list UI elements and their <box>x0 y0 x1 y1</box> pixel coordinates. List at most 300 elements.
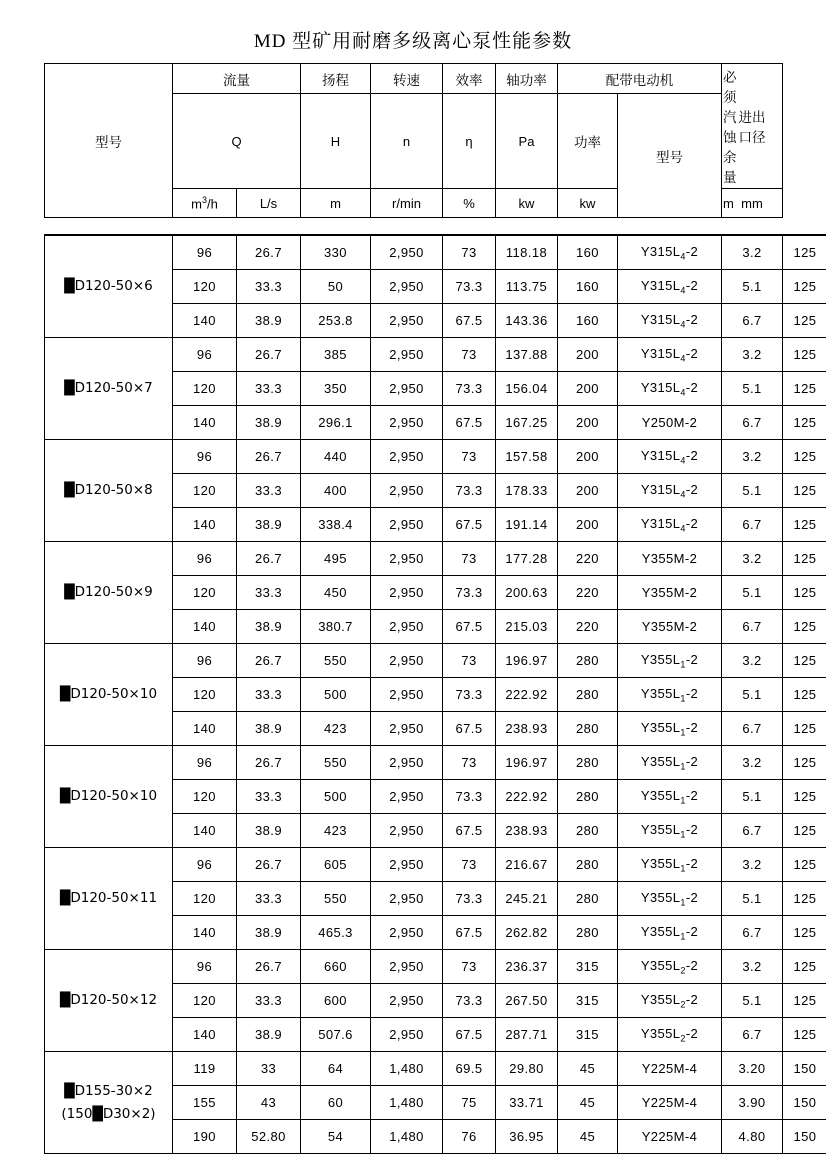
header-head-unit: m <box>301 189 371 218</box>
header-model: 型号 <box>45 64 173 218</box>
header-eff-sym: η <box>443 94 496 189</box>
header-motor-cn: 配带电动机 <box>558 64 722 94</box>
cell-motor-model: $Y355L_1-2$ <box>618 746 722 780</box>
cell-efficiency: 73.3 <box>443 576 496 610</box>
cell-flow-ls: 33.3 <box>237 882 301 916</box>
cell-pump-model: █D120-50×10 <box>45 644 173 746</box>
cell-motor-model: $Y315L_4-2$ <box>618 474 722 508</box>
cell-motor-power: 280 <box>558 916 618 950</box>
cell-speed: 1,480 <box>371 1086 443 1120</box>
cell-flow-ls: 33.3 <box>237 474 301 508</box>
table-row <box>45 542 826 576</box>
cell-efficiency: 73.3 <box>443 372 496 406</box>
cell-speed: 2,950 <box>371 984 443 1018</box>
cell-flow-ls: 38.9 <box>237 712 301 746</box>
cell-speed: 2,950 <box>371 542 443 576</box>
cell-efficiency: 73.3 <box>443 474 496 508</box>
cell-flow-m3h: 120 <box>173 984 237 1018</box>
cell-npsh: 5.1 <box>722 372 783 406</box>
table-row <box>45 235 826 270</box>
cell-diameter: 125 <box>783 372 826 406</box>
cell-diameter: 150 <box>783 1086 826 1120</box>
cell-flow-ls: 26.7 <box>237 440 301 474</box>
cell-diameter: 125 <box>783 576 826 610</box>
cell-head: 500 <box>301 678 371 712</box>
cell-head: 253.8 <box>301 304 371 338</box>
table-row <box>45 1052 826 1086</box>
cell-head: 338.4 <box>301 508 371 542</box>
cell-motor-model: $Y355L_1-2$ <box>618 916 722 950</box>
cell-shaft-power: 238.93 <box>496 712 558 746</box>
cell-flow-ls: 33.3 <box>237 780 301 814</box>
cell-flow-ls: 26.7 <box>237 950 301 984</box>
header-head-sym: H <box>301 94 371 189</box>
cell-pump-model: █D120-50×11 <box>45 848 173 950</box>
cell-pump-model: █D120-50×10 <box>45 746 173 848</box>
cell-head: 350 <box>301 372 371 406</box>
cell-motor-power: 280 <box>558 746 618 780</box>
cell-motor-model: $Y355L_2-2$ <box>618 950 722 984</box>
cell-motor-power: 45 <box>558 1086 618 1120</box>
cell-speed: 2,950 <box>371 610 443 644</box>
cell-motor-model: $Y355L_1-2$ <box>618 814 722 848</box>
cell-flow-ls: 26.7 <box>237 542 301 576</box>
cell-efficiency: 73 <box>443 440 496 474</box>
cell-shaft-power: 267.50 <box>496 984 558 1018</box>
header-eff-cn: 效率 <box>443 64 496 94</box>
cell-npsh: 5.1 <box>722 678 783 712</box>
cell-flow-m3h: 96 <box>173 950 237 984</box>
cell-shaft-power: 36.95 <box>496 1120 558 1154</box>
cell-motor-model: $Y355L_1-2$ <box>618 712 722 746</box>
cell-diameter: 125 <box>783 916 826 950</box>
header-npsh-line2: 蚀余量 <box>723 130 737 185</box>
cell-efficiency: 73.3 <box>443 270 496 304</box>
cell-motor-power: 160 <box>558 270 618 304</box>
cell-pump-model: █D120-50×7 <box>45 338 173 440</box>
cell-pump-model: █D120-50×9 <box>45 542 173 644</box>
cell-head: 440 <box>301 440 371 474</box>
cell-shaft-power: 216.67 <box>496 848 558 882</box>
cell-motor-power: 315 <box>558 984 618 1018</box>
cell-efficiency: 67.5 <box>443 1018 496 1052</box>
cell-efficiency: 67.5 <box>443 916 496 950</box>
cell-flow-m3h: 120 <box>173 780 237 814</box>
cell-motor-model: Y225M-4 <box>618 1052 722 1086</box>
cell-efficiency: 73 <box>443 848 496 882</box>
cell-flow-ls: 33 <box>237 1052 301 1086</box>
cell-npsh: 6.7 <box>722 814 783 848</box>
cell-head: 465.3 <box>301 916 371 950</box>
cell-motor-power: 200 <box>558 338 618 372</box>
cell-flow-ls: 33.3 <box>237 270 301 304</box>
cell-head: 400 <box>301 474 371 508</box>
cell-flow-m3h: 140 <box>173 916 237 950</box>
cell-npsh: 3.2 <box>722 235 783 270</box>
cell-shaft-power: 177.28 <box>496 542 558 576</box>
cell-motor-model: Y250M-2 <box>618 406 722 440</box>
cell-flow-ls: 38.9 <box>237 916 301 950</box>
cell-shaft-power: 236.37 <box>496 950 558 984</box>
cell-flow-ls: 43 <box>237 1086 301 1120</box>
cell-shaft-power: 196.97 <box>496 644 558 678</box>
cell-speed: 2,950 <box>371 916 443 950</box>
cell-speed: 2,950 <box>371 474 443 508</box>
cell-flow-m3h: 140 <box>173 1018 237 1052</box>
cell-motor-power: 220 <box>558 576 618 610</box>
cell-motor-model: $Y355L_2-2$ <box>618 984 722 1018</box>
cell-speed: 2,950 <box>371 678 443 712</box>
table-row <box>45 746 826 780</box>
cell-diameter: 125 <box>783 542 826 576</box>
header-diameter-line1: 进出 <box>738 110 766 125</box>
cell-diameter: 125 <box>783 440 826 474</box>
cell-diameter: 125 <box>783 304 826 338</box>
cell-diameter: 125 <box>783 746 826 780</box>
cell-diameter: 125 <box>783 610 826 644</box>
cell-npsh: 6.7 <box>722 508 783 542</box>
header-motor-power-unit: kw <box>558 189 618 218</box>
cell-flow-m3h: 96 <box>173 848 237 882</box>
cell-shaft-power: 200.63 <box>496 576 558 610</box>
cell-flow-ls: 38.9 <box>237 508 301 542</box>
cell-shaft-power: 222.92 <box>496 678 558 712</box>
cell-head: 60 <box>301 1086 371 1120</box>
cell-shaft-power: 156.04 <box>496 372 558 406</box>
cell-motor-model: $Y355L_1-2$ <box>618 678 722 712</box>
cell-motor-power: 200 <box>558 440 618 474</box>
cell-flow-ls: 26.7 <box>237 746 301 780</box>
cell-motor-model: $Y315L_4-2$ <box>618 508 722 542</box>
cell-speed: 1,480 <box>371 1120 443 1154</box>
cell-efficiency: 67.5 <box>443 406 496 440</box>
page-title: MD 型矿用耐磨多级离心泵性能参数 <box>253 31 573 52</box>
cell-motor-power: 45 <box>558 1052 618 1086</box>
cell-flow-m3h: 96 <box>173 338 237 372</box>
cell-motor-model: $Y355L_1-2$ <box>618 848 722 882</box>
cell-flow-m3h: 96 <box>173 542 237 576</box>
cell-speed: 2,950 <box>371 1018 443 1052</box>
cell-flow-ls: 38.9 <box>237 304 301 338</box>
cell-flow-ls: 26.7 <box>237 235 301 270</box>
cell-efficiency: 67.5 <box>443 712 496 746</box>
cell-flow-ls: 26.7 <box>237 644 301 678</box>
cell-shaft-power: 245.21 <box>496 882 558 916</box>
header-diameter-unit: mm <box>722 189 783 218</box>
cell-motor-power: 280 <box>558 882 618 916</box>
cell-head: 450 <box>301 576 371 610</box>
cell-efficiency: 73 <box>443 950 496 984</box>
cell-head: 64 <box>301 1052 371 1086</box>
cell-flow-m3h: 120 <box>173 474 237 508</box>
cell-head: 500 <box>301 780 371 814</box>
cell-flow-ls: 33.3 <box>237 678 301 712</box>
cell-motor-power: 200 <box>558 372 618 406</box>
cell-efficiency: 73 <box>443 644 496 678</box>
cell-speed: 2,950 <box>371 576 443 610</box>
cell-npsh: 5.1 <box>722 576 783 610</box>
cell-diameter: 125 <box>783 780 826 814</box>
cell-npsh: 5.1 <box>722 882 783 916</box>
header-flow-unit-ls: L/s <box>237 189 301 218</box>
cell-npsh: 5.1 <box>722 474 783 508</box>
cell-flow-m3h: 96 <box>173 746 237 780</box>
cell-efficiency: 73 <box>443 235 496 270</box>
cell-flow-m3h: 96 <box>173 644 237 678</box>
cell-npsh: 3.2 <box>722 338 783 372</box>
cell-motor-model: $Y315L_4-2$ <box>618 440 722 474</box>
cell-speed: 2,950 <box>371 235 443 270</box>
cell-head: 550 <box>301 882 371 916</box>
cell-shaft-power: 196.97 <box>496 746 558 780</box>
header-diameter-line2: 口径 <box>738 130 766 145</box>
cell-speed: 1,480 <box>371 1052 443 1086</box>
cell-flow-m3h: 190 <box>173 1120 237 1154</box>
cell-shaft-power: 262.82 <box>496 916 558 950</box>
cell-npsh: 6.7 <box>722 406 783 440</box>
cell-shaft-power: 215.03 <box>496 610 558 644</box>
cell-efficiency: 67.5 <box>443 814 496 848</box>
cell-motor-power: 315 <box>558 950 618 984</box>
cell-shaft-power: 29.80 <box>496 1052 558 1086</box>
header-speed-unit: r/min <box>371 189 443 218</box>
cell-motor-model: Y225M-4 <box>618 1120 722 1154</box>
cell-efficiency: 76 <box>443 1120 496 1154</box>
cell-pump-model: █D120-50×12 <box>45 950 173 1052</box>
cell-motor-model: Y225M-4 <box>618 1086 722 1120</box>
header-flow-sym: Q <box>173 94 301 189</box>
cell-motor-power: 160 <box>558 235 618 270</box>
cell-efficiency: 73.3 <box>443 882 496 916</box>
cell-diameter: 125 <box>783 235 826 270</box>
cell-efficiency: 73.3 <box>443 984 496 1018</box>
table-row <box>45 644 826 678</box>
cell-diameter: 125 <box>783 644 826 678</box>
cell-head: 296.1 <box>301 406 371 440</box>
cell-npsh: 3.2 <box>722 848 783 882</box>
cell-npsh: 5.1 <box>722 984 783 1018</box>
cell-diameter: 150 <box>783 1120 826 1154</box>
header-shaftpower-unit: kw <box>496 189 558 218</box>
cell-shaft-power: 167.25 <box>496 406 558 440</box>
cell-speed: 2,950 <box>371 882 443 916</box>
cell-diameter: 125 <box>783 474 826 508</box>
cell-speed: 2,950 <box>371 712 443 746</box>
cell-head: 550 <box>301 746 371 780</box>
cell-npsh: 3.2 <box>722 542 783 576</box>
cell-motor-model: $Y355L_1-2$ <box>618 882 722 916</box>
cell-npsh: 4.80 <box>722 1120 783 1154</box>
cell-flow-ls: 33.3 <box>237 984 301 1018</box>
cell-motor-power: 220 <box>558 542 618 576</box>
cell-speed: 2,950 <box>371 644 443 678</box>
cell-motor-model: Y355M-2 <box>618 576 722 610</box>
cell-head: 507.6 <box>301 1018 371 1052</box>
cell-motor-model: $Y315L_4-2$ <box>618 235 722 270</box>
cell-flow-m3h: 120 <box>173 270 237 304</box>
cell-flow-ls: 33.3 <box>237 576 301 610</box>
cell-diameter: 125 <box>783 1018 826 1052</box>
cell-pump-model: █D120-50×6 <box>45 235 173 338</box>
cell-flow-m3h: 120 <box>173 576 237 610</box>
cell-head: 600 <box>301 984 371 1018</box>
cell-npsh: 3.2 <box>722 440 783 474</box>
cell-flow-ls: 52.80 <box>237 1120 301 1154</box>
header-npsh-line1: 必须汽 <box>723 70 737 125</box>
cell-head: 423 <box>301 712 371 746</box>
cell-motor-power: 315 <box>558 1018 618 1052</box>
header-head-cn: 扬程 <box>301 64 371 94</box>
cell-npsh: 6.7 <box>722 304 783 338</box>
cell-head: 50 <box>301 270 371 304</box>
header-body-gap <box>44 218 782 234</box>
cell-npsh: 5.1 <box>722 270 783 304</box>
cell-motor-model: Y355M-2 <box>618 610 722 644</box>
cell-speed: 2,950 <box>371 406 443 440</box>
cell-diameter: 125 <box>783 848 826 882</box>
cell-pump-model: █D155-30×2 (150█D30×2) <box>45 1052 173 1154</box>
header-speed-sym: n <box>371 94 443 189</box>
cell-head: 660 <box>301 950 371 984</box>
cell-motor-model: $Y315L_4-2$ <box>618 270 722 304</box>
cell-speed: 2,950 <box>371 746 443 780</box>
cell-flow-m3h: 120 <box>173 372 237 406</box>
cell-head: 495 <box>301 542 371 576</box>
cell-head: 605 <box>301 848 371 882</box>
cell-shaft-power: 113.75 <box>496 270 558 304</box>
cell-motor-power: 280 <box>558 678 618 712</box>
header-eff-unit: % <box>443 189 496 218</box>
cell-flow-ls: 38.9 <box>237 406 301 440</box>
table-row <box>45 338 826 372</box>
cell-head: 380.7 <box>301 610 371 644</box>
cell-flow-ls: 38.9 <box>237 610 301 644</box>
header-shaftpower-sym: Pa <box>496 94 558 189</box>
cell-shaft-power: 118.18 <box>496 235 558 270</box>
cell-speed: 2,950 <box>371 372 443 406</box>
cell-efficiency: 67.5 <box>443 508 496 542</box>
cell-motor-model: $Y315L_4-2$ <box>618 372 722 406</box>
cell-flow-m3h: 155 <box>173 1086 237 1120</box>
cell-flow-m3h: 96 <box>173 440 237 474</box>
cell-flow-m3h: 140 <box>173 712 237 746</box>
cell-speed: 2,950 <box>371 270 443 304</box>
cell-head: 330 <box>301 235 371 270</box>
cell-motor-model: $Y355L_1-2$ <box>618 644 722 678</box>
cell-flow-m3h: 120 <box>173 882 237 916</box>
cell-motor-power: 220 <box>558 610 618 644</box>
cell-flow-ls: 33.3 <box>237 372 301 406</box>
cell-flow-m3h: 140 <box>173 814 237 848</box>
cell-flow-ls: 26.7 <box>237 848 301 882</box>
cell-pump-model: █D120-50×8 <box>45 440 173 542</box>
cell-npsh: 3.2 <box>722 950 783 984</box>
cell-diameter: 125 <box>783 678 826 712</box>
table-row <box>45 950 826 984</box>
cell-efficiency: 67.5 <box>443 304 496 338</box>
cell-motor-model: $Y315L_4-2$ <box>618 304 722 338</box>
cell-speed: 2,950 <box>371 950 443 984</box>
header-shaftpower-cn: 轴功率 <box>496 64 558 94</box>
cell-shaft-power: 33.71 <box>496 1086 558 1120</box>
table-body <box>44 234 826 1154</box>
cell-diameter: 125 <box>783 508 826 542</box>
cell-diameter: 125 <box>783 270 826 304</box>
cell-speed: 2,950 <box>371 304 443 338</box>
cell-shaft-power: 222.92 <box>496 780 558 814</box>
cell-motor-power: 280 <box>558 848 618 882</box>
cell-speed: 2,950 <box>371 848 443 882</box>
cell-flow-ls: 26.7 <box>237 338 301 372</box>
cell-diameter: 125 <box>783 950 826 984</box>
cell-motor-model: $Y355L_2-2$ <box>618 1018 722 1052</box>
cell-efficiency: 73.3 <box>443 780 496 814</box>
cell-motor-power: 200 <box>558 474 618 508</box>
cell-npsh: 6.7 <box>722 916 783 950</box>
cell-speed: 2,950 <box>371 780 443 814</box>
cell-npsh: 3.90 <box>722 1086 783 1120</box>
cell-motor-power: 280 <box>558 814 618 848</box>
cell-diameter: 125 <box>783 712 826 746</box>
header-motor-model-cn: 型号 <box>618 94 722 218</box>
cell-flow-m3h: 140 <box>173 304 237 338</box>
cell-efficiency: 73 <box>443 338 496 372</box>
cell-flow-ls: 38.9 <box>237 814 301 848</box>
cell-shaft-power: 191.14 <box>496 508 558 542</box>
cell-efficiency: 69.5 <box>443 1052 496 1086</box>
cell-shaft-power: 238.93 <box>496 814 558 848</box>
cell-motor-power: 160 <box>558 304 618 338</box>
header-flow-unit-m3h: $m^3/h$ <box>173 189 237 218</box>
table-row <box>45 848 826 882</box>
cell-npsh: 6.7 <box>722 610 783 644</box>
cell-head: 385 <box>301 338 371 372</box>
cell-flow-m3h: 120 <box>173 678 237 712</box>
cell-shaft-power: 157.58 <box>496 440 558 474</box>
cell-motor-power: 200 <box>558 508 618 542</box>
cell-npsh: 3.20 <box>722 1052 783 1086</box>
cell-shaft-power: 143.36 <box>496 304 558 338</box>
cell-npsh: 6.7 <box>722 712 783 746</box>
table-row <box>45 440 826 474</box>
header-flow-cn: 流量 <box>173 64 301 94</box>
cell-diameter: 125 <box>783 984 826 1018</box>
cell-efficiency: 73 <box>443 542 496 576</box>
cell-motor-power: 280 <box>558 712 618 746</box>
cell-motor-model: Y355M-2 <box>618 542 722 576</box>
cell-flow-m3h: 140 <box>173 610 237 644</box>
cell-motor-power: 280 <box>558 780 618 814</box>
cell-speed: 2,950 <box>371 440 443 474</box>
cell-diameter: 125 <box>783 406 826 440</box>
cell-shaft-power: 178.33 <box>496 474 558 508</box>
cell-npsh: 6.7 <box>722 1018 783 1052</box>
cell-npsh: 5.1 <box>722 780 783 814</box>
table-header: 型号 流量 扬程 转速 效率 轴功率 配带电动机 必须汽 蚀余量 进出 口径 Q H n η Pa 功率 型号 $m^3/h$ L/s m r/min % kw kw m mm <box>44 63 826 218</box>
cell-speed: 2,950 <box>371 338 443 372</box>
cell-diameter: 150 <box>783 1052 826 1086</box>
cell-flow-m3h: 140 <box>173 508 237 542</box>
cell-efficiency: 75 <box>443 1086 496 1120</box>
cell-flow-m3h: 96 <box>173 235 237 270</box>
cell-shaft-power: 137.88 <box>496 338 558 372</box>
cell-speed: 2,950 <box>371 508 443 542</box>
cell-shaft-power: 287.71 <box>496 1018 558 1052</box>
cell-diameter: 125 <box>783 338 826 372</box>
cell-efficiency: 73.3 <box>443 678 496 712</box>
cell-motor-power: 280 <box>558 644 618 678</box>
cell-flow-m3h: 140 <box>173 406 237 440</box>
